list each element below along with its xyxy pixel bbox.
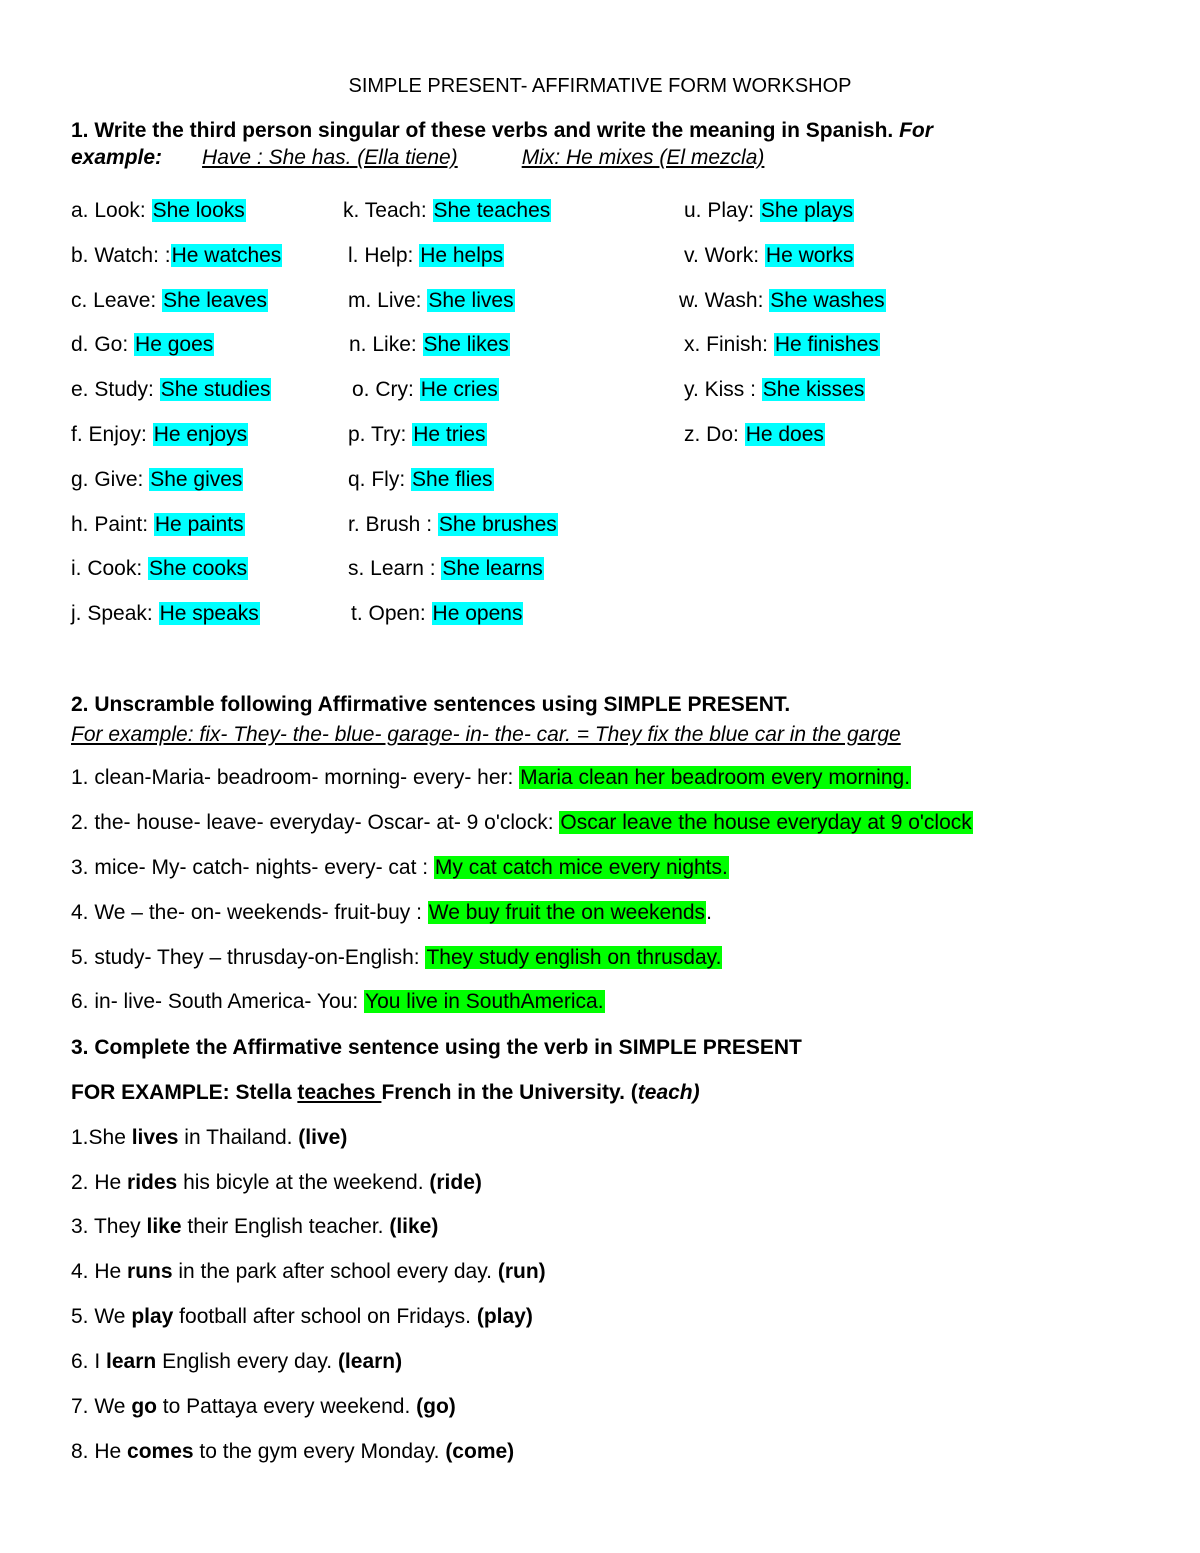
- verb-answer: He helps: [420, 244, 504, 267]
- complete-item: 6. I learn English every day. (learn): [71, 1350, 403, 1373]
- verb-answer: He opens: [432, 602, 523, 625]
- verb-answer: She washes: [770, 289, 885, 312]
- verb-item: x. Finish: He finishes: [684, 333, 879, 356]
- verb-answer: She teaches: [433, 199, 551, 222]
- section2-heading: 2. Unscramble following Affirmative sentences using SIMPLE PRESENT.: [71, 693, 791, 716]
- section1-heading-text: 1. Write the third person singular of these verbs and write the meaning in Spanish.: [71, 119, 894, 142]
- section3-example: FOR EXAMPLE: Stella teaches French in the University. (teach): [71, 1081, 700, 1104]
- unscramble-item: 3. mice- My- catch- nights- every- cat : My cat catch mice every nights.: [71, 856, 728, 879]
- verb-answer: He paints: [154, 513, 244, 536]
- verb-answer: He goes: [135, 333, 214, 356]
- verb-answer: She kisses: [762, 378, 865, 401]
- verb-item: c. Leave: She leaves: [71, 289, 267, 312]
- unscramble-answer: Oscar leave the house everyday at 9 o'clock: [560, 811, 972, 834]
- verb-item: b. Watch: :He watches: [71, 244, 282, 267]
- verb-item: s. Learn : She learns: [348, 557, 543, 580]
- verb-item: n. Like: She likes: [349, 333, 509, 356]
- unscramble-item: 1. clean-Maria- beadroom- morning- every- her: Maria clean her beadroom every morning.: [71, 766, 911, 789]
- verb-answer: He does: [745, 423, 824, 446]
- section1-example: [71, 144, 764, 172]
- complete-item: 1.She lives in Thailand. (live): [71, 1126, 348, 1149]
- verb-item: r. Brush : She brushes: [348, 513, 557, 536]
- verb-item: v. Work: He works: [684, 244, 854, 267]
- verb-answer: He speaks: [159, 602, 259, 625]
- unscramble-item: 2. the- house- leave- everyday- Oscar- at- 9 o'clock: Oscar leave the house everyday at 9 o'clock: [71, 811, 972, 834]
- verb-answer: She gives: [150, 468, 243, 491]
- unscramble-answer: Maria clean her beadroom every morning.: [520, 766, 911, 789]
- verb-item: m. Live: She lives: [348, 289, 514, 312]
- verb-item: o. Cry: He cries: [352, 378, 498, 401]
- verb-answer: She likes: [423, 333, 509, 356]
- section3-heading: 3. Complete the Affirmative sentence using the verb in SIMPLE PRESENT: [71, 1036, 802, 1059]
- complete-item: 8. He comes to the gym every Monday. (come): [71, 1440, 515, 1463]
- verb-answer: He cries: [420, 378, 498, 401]
- unscramble-item: 6. in- live- South America- You: You live in SouthAmerica.: [71, 990, 604, 1013]
- complete-item: 5. We play football after school on Fridays. (play): [71, 1305, 533, 1328]
- section1-example-label: example:: [71, 146, 163, 169]
- verb-answer: She plays: [760, 199, 854, 222]
- verb-answer: She brushes: [438, 513, 557, 536]
- verb-item: g. Give: She gives: [71, 468, 243, 491]
- verb-item: w. Wash: She washes: [679, 289, 885, 312]
- verb-answer: She studies: [160, 378, 271, 401]
- section1-example-2: Mix: He mixes (El mezcla): [521, 146, 765, 169]
- verb-item: d. Go: He goes: [71, 333, 214, 356]
- verb-answer: He watches: [171, 244, 282, 267]
- unscramble-answer: You live in SouthAmerica.: [365, 990, 604, 1013]
- verb-item: l. Help: He helps: [348, 244, 504, 267]
- verb-answer: She flies: [412, 468, 493, 491]
- unscramble-item: 4. We – the- on- weekends- fruit-buy : We buy fruit the on weekends.: [71, 901, 712, 924]
- verb-item: k. Teach: She teaches: [343, 199, 551, 222]
- verb-item: a. Look: She looks: [71, 199, 245, 222]
- section1-example-1: Have : She has. (Ella tiene): [202, 146, 458, 169]
- verb-answer: He enjoys: [153, 423, 248, 446]
- unscramble-item: 5. study- They – thrusday-on-English: They study english on thrusday.: [71, 946, 722, 969]
- complete-item: 4. He runs in the park after school every day. (run): [71, 1260, 546, 1283]
- verb-item: j. Speak: He speaks: [71, 602, 259, 625]
- verb-answer: He finishes: [774, 333, 879, 356]
- verb-item: t. Open: He opens: [351, 602, 523, 625]
- verb-answer: She leaves: [163, 289, 267, 312]
- verb-item: i. Cook: She cooks: [71, 557, 248, 580]
- verb-item: q. Fly: She flies: [348, 468, 493, 491]
- section1-heading-for: For: [899, 119, 933, 142]
- complete-item: 7. We go to Pattaya every weekend. (go): [71, 1395, 456, 1418]
- section1-heading: [71, 117, 933, 145]
- verb-item: h. Paint: He paints: [71, 513, 244, 536]
- page-title: SIMPLE PRESENT- AFFIRMATIVE FORM WORKSHOP: [348, 75, 852, 97]
- unscramble-answer: They study english on thrusday.: [426, 946, 722, 969]
- verb-answer: She looks: [152, 199, 245, 222]
- verb-answer: She learns: [442, 557, 543, 580]
- verb-item: f. Enjoy: He enjoys: [71, 423, 248, 446]
- verb-answer: He works: [765, 244, 854, 267]
- verb-item: y. Kiss : She kisses: [684, 378, 865, 401]
- unscramble-answer: My cat catch mice every nights.: [434, 856, 728, 879]
- unscramble-answer: We buy fruit the on weekends: [428, 901, 706, 924]
- verb-item: z. Do: He does: [684, 423, 824, 446]
- complete-item: 3. They like their English teacher. (like): [71, 1215, 439, 1238]
- section2-example: For example: fix- They- the- blue- garage- in- the- car. = They fix the blue car in the garge: [71, 723, 901, 746]
- complete-item: 2. He rides his bicyle at the weekend. (ride): [71, 1171, 482, 1194]
- verb-item: p. Try: He tries: [348, 423, 486, 446]
- verb-answer: She cooks: [149, 557, 248, 580]
- verb-item: u. Play: She plays: [684, 199, 854, 222]
- verb-answer: He tries: [413, 423, 486, 446]
- verb-item: e. Study: She studies: [71, 378, 271, 401]
- verb-answer: She lives: [428, 289, 514, 312]
